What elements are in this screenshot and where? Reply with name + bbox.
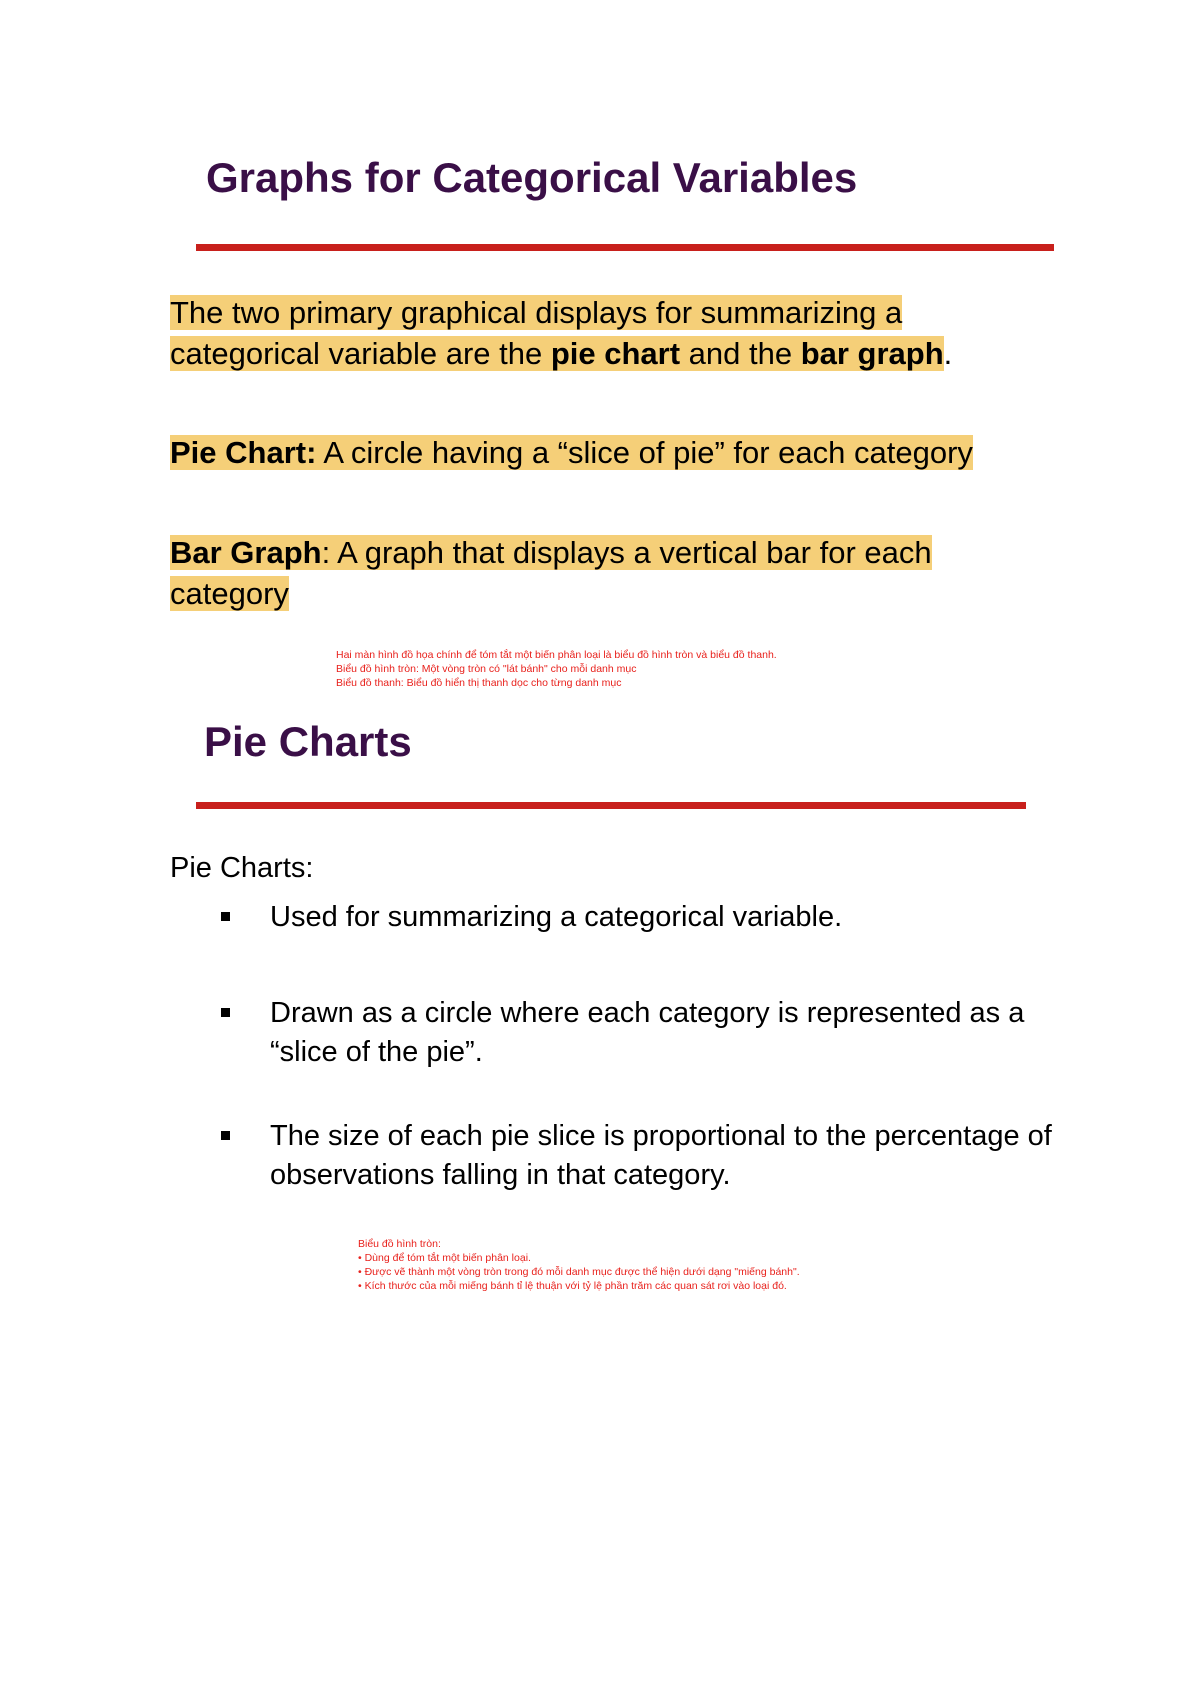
intro-text-1: The two primary graphical displays for summarizing a categorical variable are the: [170, 295, 903, 371]
note-line: • Kích thước của mỗi miếng bánh tỉ lệ thuận với tỷ lệ phần trăm các quan sát rơi vào loại đó.: [358, 1280, 787, 1292]
intro-text-3: .: [943, 336, 953, 371]
pie-charts-bullet-list: [218, 898, 1068, 1195]
intro-highlight: [170, 295, 944, 371]
section-title-graphs: Graphs for Categorical Variables: [206, 154, 858, 201]
pie-chart-definition: [170, 432, 1070, 473]
pie-definition-highlight: [170, 435, 973, 470]
square-bullet-icon: [221, 1008, 230, 1017]
note-line: Biểu đồ thanh: Biểu đồ hiển thị thanh dọc cho từng danh mục: [336, 677, 622, 689]
bar-graph-definition: [170, 532, 1020, 614]
bullet-text: Drawn as a circle where each category is represented as a “slice of the pie”.: [270, 997, 1025, 1068]
section-title-pie-charts: Pie Charts: [204, 718, 412, 765]
intro-bold-bar-graph: bar graph: [800, 336, 944, 371]
note-line: Biểu đồ hình tròn: Một vòng tròn có "lát bánh" cho mỗi danh mục: [336, 663, 637, 675]
intro-bold-pie-chart: pie chart: [550, 336, 681, 371]
note-line: • Dùng để tóm tắt một biến phân loại.: [358, 1252, 531, 1264]
square-bullet-icon: [221, 912, 230, 921]
note-line: Hai màn hình đồ họa chính để tóm tắt một biến phân loại là biểu đồ hình tròn và biểu đồ thanh.: [336, 649, 777, 661]
note-line: • Được vẽ thành một vòng tròn trong đó mỗi danh mục được thể hiện dưới dạng "miếng bánh".: [358, 1266, 800, 1278]
pie-charts-label: Pie Charts:: [170, 852, 314, 884]
note-line: Biểu đồ hình tròn:: [358, 1238, 441, 1250]
translation-note-2: [358, 1237, 800, 1293]
bar-graph-term: Bar Graph: [170, 535, 322, 570]
list-item: [218, 994, 1068, 1072]
list-item: [218, 1117, 1068, 1195]
title-rule: [196, 244, 1054, 251]
bar-definition-highlight: [170, 535, 932, 611]
pie-chart-definition-text: A circle having a “slice of pie” for each category: [316, 435, 973, 470]
bullet-text: Used for summarizing a categorical variable.: [270, 901, 843, 933]
intro-text-2: and the: [680, 336, 801, 371]
translation-note-1: [336, 648, 777, 690]
title-rule: [196, 802, 1026, 809]
list-item: [218, 898, 1068, 937]
bullet-text: The size of each pie slice is proportional to the percentage of observations falling in that category.: [270, 1120, 1052, 1191]
square-bullet-icon: [221, 1131, 230, 1140]
bar-graph-definition-text: : A graph that displays a vertical bar for each category: [170, 535, 932, 611]
pie-chart-term: Pie Chart:: [170, 435, 317, 470]
intro-paragraph: [170, 292, 1060, 374]
